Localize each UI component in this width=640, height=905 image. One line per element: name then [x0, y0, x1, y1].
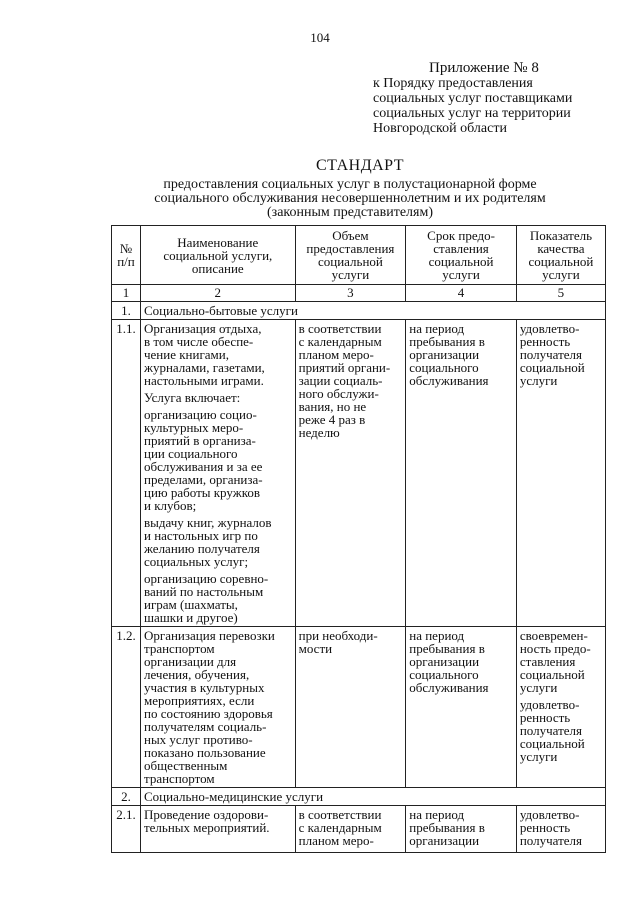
header-quality: Показатель качества социальной услуги — [516, 226, 605, 285]
quality-cell — [516, 627, 605, 788]
column-number: 1 — [112, 285, 141, 302]
table-row — [112, 627, 606, 788]
quality-paragraph: удовлетво- ренность получателя — [519, 807, 583, 848]
service-name-cell — [140, 806, 295, 853]
annex-line: социальных услуг поставщиками — [373, 91, 573, 106]
volume-cell: в соответствии с календарным планом меро- приятий органи- зации социаль- ного обслужи- вания, но не реже 4 раз в неделю — [295, 320, 406, 627]
column-number: 5 — [516, 285, 605, 302]
service-name-paragraph: Услуга включает: — [143, 390, 241, 405]
document-title: СТАНДАРТ — [315, 157, 405, 174]
volume-cell: в соответствии с календарным планом меро- — [295, 806, 406, 853]
table-row — [112, 806, 606, 853]
annex-line: Новгородской области — [373, 121, 507, 136]
section-row — [112, 302, 606, 320]
service-name-paragraph: Проведение оздорови- тельных мероприятий. — [143, 807, 270, 835]
table-row — [112, 320, 606, 627]
column-number: 4 — [406, 285, 517, 302]
subtitle-line: предоставления социальных услуг в полустационарной форме — [163, 177, 537, 192]
term-cell: на период пребывания в организации социального обслуживания — [406, 627, 517, 788]
table-header-row — [112, 226, 606, 285]
row-number: 2.1. — [112, 806, 141, 853]
term-cell: на период пребывания в организации социального обслуживания — [406, 320, 517, 627]
standard-table — [111, 225, 606, 853]
annex-line: к Порядку предоставления — [373, 76, 533, 91]
service-name-paragraph: организацию социо- культурных меро- приятий в организа- ции социального обслуживания и за ее пределами, организа- цию работы кружков и клубов; — [143, 407, 263, 513]
section-number: 1. — [112, 302, 141, 320]
service-name-paragraph: Организация перевозки транспортом организации для лечения, обучения, участия в культурных мероприятиях, если по состоянию здоровья получателям социаль- ных услуг противо- показано пользование общественным транспортом — [143, 628, 275, 786]
subtitle-line: социального обслуживания несовершеннолетним и их родителям — [154, 191, 546, 206]
section-title: Социально-медицинские услуги — [140, 788, 605, 806]
section-row — [112, 788, 606, 806]
column-numbers-row — [112, 285, 606, 302]
quality-cell — [516, 806, 605, 853]
annex-line: социальных услуг на территории — [373, 106, 571, 121]
service-name-cell — [140, 320, 295, 627]
quality-cell — [516, 320, 605, 627]
page-number: 104 — [310, 30, 330, 45]
service-name-cell — [140, 627, 295, 788]
row-number: 1.2. — [112, 627, 141, 788]
quality-paragraph: удовлетво- ренность получателя социальной услуги — [519, 697, 585, 764]
column-number: 3 — [295, 285, 406, 302]
service-name-paragraph: организацию соревно- ваний по настольным играм (шахматы, шашки и другое) — [143, 571, 269, 625]
header-number: № п/п — [112, 226, 141, 285]
quality-paragraph: своевремен- ность предо- ставления социальной услуги — [519, 628, 591, 695]
column-number: 2 — [140, 285, 295, 302]
section-title: Социально-бытовые услуги — [140, 302, 605, 320]
row-number: 1.1. — [112, 320, 141, 627]
quality-paragraph: удовлетво- ренность получателя социальной услуги — [519, 321, 585, 388]
section-number: 2. — [112, 788, 141, 806]
annex-title: Приложение № 8 — [429, 60, 539, 76]
volume-cell: при необходи- мости — [295, 627, 406, 788]
header-volume: Объем предоставления социальной услуги — [295, 226, 406, 285]
document-subtitle — [140, 178, 560, 220]
annex-block — [373, 61, 572, 136]
header-service-name: Наименование социальной услуги, описание — [140, 226, 295, 285]
term-cell: на период пребывания в организации — [406, 806, 517, 853]
service-name-paragraph: выдачу книг, журналов и настольных игр по желанию получателя социальных услуг; — [143, 515, 272, 569]
header-term: Срок предо- ставления социальной услуги — [406, 226, 517, 285]
service-name-paragraph: Организация отдыха, в том числе обеспе- чение книгами, журналами, газетами, настольными играми. — [143, 321, 265, 388]
subtitle-line: (законным представителям) — [267, 205, 433, 220]
